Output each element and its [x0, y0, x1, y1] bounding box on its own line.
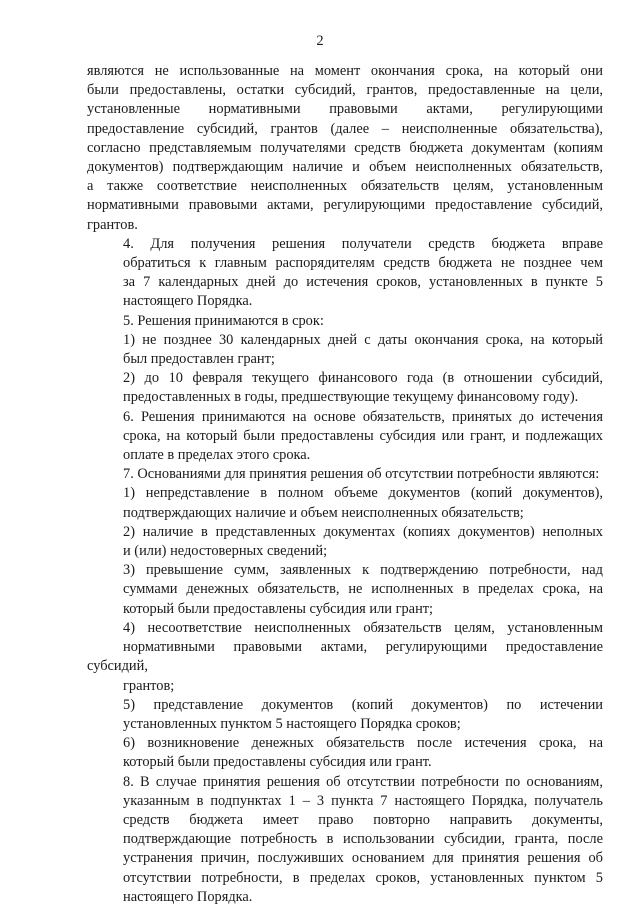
paragraph — [87, 619, 603, 696]
text-line: указанным в подпунктах 1 – 3 пункта 7 настоящего Порядка, получатель — [123, 792, 603, 809]
text-line: срока, на который были предоставлены субсидия или грант, и подлежащих — [123, 427, 603, 444]
text-line: являются не использованные на момент окончания срока, на который они — [87, 63, 603, 79]
paragraph — [87, 734, 603, 772]
text-line: грантов. — [87, 216, 138, 233]
text-line: 3) превышение сумм, заявленных к подтверждению потребности, над — [123, 562, 603, 579]
text-line: который были предоставлены субсидия или грант. — [123, 754, 432, 771]
paragraph — [87, 523, 603, 561]
paragraph — [87, 331, 603, 369]
paragraph — [87, 312, 603, 331]
text-line: и (или) недостоверных сведений; — [123, 543, 328, 560]
text-line: нормативными правовыми актами, регулирующими предоставление субсидий, — [87, 639, 603, 675]
text-line: 1) непредставление в полном объеме документов (копий документов), — [123, 485, 603, 502]
text-line: за 7 календарных дней до истечения сроков, установленных в пункте 5 — [123, 274, 603, 291]
document-body — [87, 62, 603, 907]
paragraph — [87, 369, 603, 407]
text-line: согласно представляемым получателями средств бюджета документам (копиям — [87, 139, 603, 156]
paragraph — [87, 561, 603, 619]
text-line: суммами денежных обязательств, не исполненных в пределах срока, на — [123, 581, 603, 598]
text-line: обратиться к главным распорядителям средств бюджета не позднее чем — [123, 255, 603, 272]
text-line: средств бюджета имеет право повторно направить документы, — [123, 811, 603, 828]
text-line: отсутствии потребности, в пределах сроков, установленных пунктом 5 — [123, 869, 603, 886]
text-line: который были предоставлены субсидия или грант; — [123, 600, 434, 617]
text-line: 7. Основаниями для принятия решения об отсутствии потребности являются: — [123, 466, 600, 483]
text-line: 6) возникновение денежных обязательств после истечения срока, на — [123, 735, 603, 752]
paragraph — [87, 408, 603, 466]
text-line: оплате в пределах этого срока. — [123, 447, 311, 464]
text-line: предоставление субсидий, грантов (далее – неисполненные обязательства), — [87, 120, 603, 137]
text-line: 1) не позднее 30 календарных дней с даты окончания срока, на который — [123, 331, 603, 348]
text-line: подтверждающие потребность в использовании субсидии, гранта, после — [123, 831, 603, 848]
text-line: установленных пунктом 5 настоящего Порядка сроков; — [123, 715, 461, 732]
text-line: 2) наличие в представленных документах (копиях документов) неполных — [123, 523, 603, 540]
text-line: 4) несоответствие неисполненных обязательств целям, установленным — [123, 619, 603, 636]
text-line: 4. Для получения решения получатели средств бюджета вправе — [123, 235, 603, 252]
paragraph — [87, 773, 603, 907]
text-line: 8. В случае принятия решения об отсутствии потребности по основаниям, — [123, 773, 603, 790]
text-line: были предоставлены, остатки субсидий, грантов, предоставленные на цели, — [87, 82, 603, 99]
text-line: настоящего Порядка. — [123, 293, 253, 310]
text-line: 5) представление документов (копий документов) по истечении — [123, 696, 603, 713]
text-line: 6. Решения принимаются на основе обязательств, принятых до истечения — [123, 408, 603, 425]
text-line: подтверждающих наличие и объем неисполненных обязательств; — [123, 504, 524, 521]
text-line: установленные нормативными правовыми актами, регулирующими — [87, 101, 603, 118]
text-line: был предоставлен грант; — [123, 351, 275, 368]
text-line: документов) подтверждающим наличие и объем неисполненных обязательств, — [87, 159, 603, 176]
paragraph — [87, 696, 603, 734]
paragraph — [87, 465, 603, 484]
text-line: 5. Решения принимаются в срок: — [123, 312, 324, 329]
text-line: настоящего Порядка. — [123, 888, 253, 905]
paragraph — [87, 484, 603, 522]
text-line: предоставленных в годы, предшествующие текущему финансовому году). — [123, 389, 579, 406]
paragraph — [87, 62, 603, 235]
text-line: 2) до 10 февраля текущего финансового года (в отношении субсидий, — [123, 370, 603, 387]
paragraph — [87, 235, 603, 312]
text-line: устранения причин, послуживших основанием для принятия решения об — [123, 850, 603, 867]
text-line: нормативными правовыми актами, регулирующими предоставление субсидий, — [87, 197, 603, 214]
page-number: 2 — [316, 33, 324, 49]
text-line: грантов; — [123, 677, 175, 694]
text-line: а также соответствие неисполненных обязательств целям, установленным — [87, 178, 603, 195]
